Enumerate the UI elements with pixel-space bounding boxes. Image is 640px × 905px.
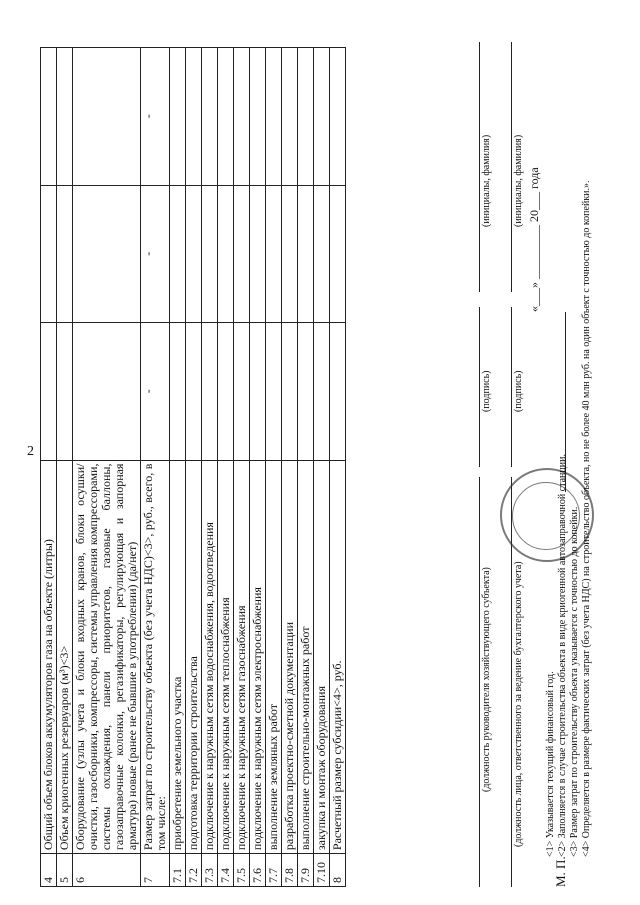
row-description: подготовка территории строительства bbox=[186, 460, 202, 854]
accountant-sign-line bbox=[511, 307, 512, 467]
row-number: 7.3 bbox=[202, 854, 218, 887]
table-row bbox=[202, 48, 218, 887]
value-cell-1 bbox=[330, 323, 346, 461]
value-cell-1 bbox=[73, 323, 141, 461]
table-row bbox=[141, 48, 170, 887]
row-description: выполнение земляных работ bbox=[266, 460, 282, 854]
row-description: Общий объем блоков аккумуляторов газа на объекте (литры) bbox=[41, 460, 57, 854]
table-row bbox=[234, 48, 250, 887]
cost-table bbox=[40, 47, 346, 887]
row-description: подключение к наружным сетям теплоснабжения bbox=[218, 460, 234, 854]
value-cell-1 bbox=[266, 323, 282, 461]
table-row bbox=[41, 48, 57, 887]
value-cell-3 bbox=[73, 48, 141, 186]
row-description: Объем криогенных резервуаров (м³)<3> bbox=[57, 460, 73, 854]
table-row bbox=[170, 48, 186, 887]
value-cell-2 bbox=[73, 185, 141, 323]
value-cell-3 bbox=[298, 48, 314, 186]
page-number: 2 bbox=[27, 444, 34, 459]
row-description: закупка и монтаж оборудования bbox=[314, 460, 330, 854]
accountant-sign-caption: (подпись) bbox=[513, 370, 524, 412]
value-cell-2 bbox=[218, 185, 234, 323]
value-cell-2 bbox=[186, 185, 202, 323]
row-number: 7 bbox=[141, 854, 170, 887]
value-cell-3 bbox=[266, 48, 282, 186]
row-description: разработка проектно-сметной документации bbox=[282, 460, 298, 854]
table-row bbox=[298, 48, 314, 887]
value-cell-3 bbox=[218, 48, 234, 186]
value-cell-1 bbox=[202, 323, 218, 461]
row-number: 7.1 bbox=[170, 854, 186, 887]
value-cell-3: - bbox=[141, 48, 170, 186]
accountant-position-caption: (должность лица, ответственного за ведение бухгалтерского учета) bbox=[513, 561, 524, 847]
footnote-4: <4> Определяется в размере фактических затрат (без учета НДС) на строительство объекта, но не более 40 млн руб. на один объект с точностью до копейки.». bbox=[581, 180, 592, 857]
value-cell-1 bbox=[250, 323, 266, 461]
value-cell-2 bbox=[330, 185, 346, 323]
row-description: подключение к наружным сетям водоснабжения, водоотведения bbox=[202, 460, 218, 854]
value-cell-2 bbox=[57, 185, 73, 323]
value-cell-1 bbox=[57, 323, 73, 461]
table-row bbox=[186, 48, 202, 887]
value-cell-2 bbox=[282, 185, 298, 323]
value-cell-1 bbox=[186, 323, 202, 461]
row-description: выполнение строительно-монтажных работ bbox=[298, 460, 314, 854]
value-cell-3 bbox=[314, 48, 330, 186]
head-sign-caption: (подпись) bbox=[481, 370, 492, 412]
row-description: подключение к наружным сетям газоснабжения bbox=[234, 460, 250, 854]
value-cell-3 bbox=[330, 48, 346, 186]
value-cell-1 bbox=[218, 323, 234, 461]
table-row bbox=[73, 48, 141, 887]
value-cell-1 bbox=[298, 323, 314, 461]
row-description: Расчетный размер субсидии<4>, руб. bbox=[330, 460, 346, 854]
row-number: 7.4 bbox=[218, 854, 234, 887]
table-row bbox=[250, 48, 266, 887]
row-number: 7.7 bbox=[266, 854, 282, 887]
value-cell-3 bbox=[234, 48, 250, 186]
row-number: 7.8 bbox=[282, 854, 298, 887]
row-description: подключение к наружным сетям электроснабжения bbox=[250, 460, 266, 854]
head-name-line bbox=[479, 42, 480, 292]
head-position-caption: (должность руководителя хозяйствующего субъекта) bbox=[481, 567, 492, 792]
value-cell-2: - bbox=[141, 185, 170, 323]
head-sign-line bbox=[479, 307, 480, 467]
rotated-sheet bbox=[40, 17, 600, 887]
value-cell-3 bbox=[41, 48, 57, 186]
table-row bbox=[266, 48, 282, 887]
value-cell-3 bbox=[202, 48, 218, 186]
row-number: 5 bbox=[57, 854, 73, 887]
row-number: 7.9 bbox=[298, 854, 314, 887]
table-row bbox=[282, 48, 298, 887]
accountant-name-caption: (инициалы, фамилия) bbox=[513, 134, 524, 227]
table-row bbox=[57, 48, 73, 887]
value-cell-2 bbox=[266, 185, 282, 323]
head-position-line bbox=[479, 477, 480, 887]
row-description: Размер затрат по строительству объекта (без учета НДС)<3>, руб., всего, в том числе: bbox=[141, 460, 170, 854]
row-number: 4 bbox=[41, 854, 57, 887]
value-cell-1 bbox=[234, 323, 250, 461]
row-number: 8 bbox=[330, 854, 346, 887]
footnote-2: <2> Заполняется в случае строительства объекта в виде криогенной автозаправочной станции. bbox=[557, 454, 568, 857]
row-number: 7.5 bbox=[234, 854, 250, 887]
date-field: «___» _________ 20___ года bbox=[527, 167, 541, 312]
row-number: 6 bbox=[73, 854, 141, 887]
value-cell-3 bbox=[186, 48, 202, 186]
row-description: Оборудование (узлы учета и блоки входных кранов, блоки осушки/очистки, газосборники, компрессоры, системы управления компрессорами, системы охлаждения, панели приоритетов, газовые баллоны, газозаправочные колонки, регазификаторы, регулирующая и запорная арматура) новые (ранее не бывшие в употреблении) (да/нет) bbox=[73, 460, 141, 854]
value-cell-2 bbox=[202, 185, 218, 323]
value-cell-3 bbox=[250, 48, 266, 186]
value-cell-3 bbox=[282, 48, 298, 186]
value-cell-1 bbox=[314, 323, 330, 461]
footnotes bbox=[545, 27, 593, 887]
value-cell-3 bbox=[57, 48, 73, 186]
value-cell-2 bbox=[170, 185, 186, 323]
head-name-caption: (инициалы, фамилия) bbox=[481, 134, 492, 227]
value-cell-1 bbox=[282, 323, 298, 461]
value-cell-2 bbox=[250, 185, 266, 323]
row-number: 7.2 bbox=[186, 854, 202, 887]
table-row bbox=[314, 48, 330, 887]
mp-label: М. П. bbox=[553, 856, 568, 887]
footnote-3: <3> Размер затрат по строительству объекта указывается с точностью до копейки. bbox=[569, 506, 580, 857]
value-cell-1 bbox=[41, 323, 57, 461]
accountant-name-line bbox=[511, 42, 512, 292]
value-cell-2 bbox=[234, 185, 250, 323]
table-row bbox=[218, 48, 234, 887]
value-cell-2 bbox=[314, 185, 330, 323]
table-row bbox=[330, 48, 346, 887]
value-cell-2 bbox=[298, 185, 314, 323]
value-cell-1 bbox=[170, 323, 186, 461]
value-cell-1: - bbox=[141, 323, 170, 461]
value-cell-3 bbox=[170, 48, 186, 186]
footnote-1: <1> Указывается текущий финансовый год. bbox=[545, 671, 556, 857]
row-number: 7.10 bbox=[314, 854, 330, 887]
row-number: 7.6 bbox=[250, 854, 266, 887]
row-description: приобретение земельного участка bbox=[170, 460, 186, 854]
value-cell-2 bbox=[41, 185, 57, 323]
